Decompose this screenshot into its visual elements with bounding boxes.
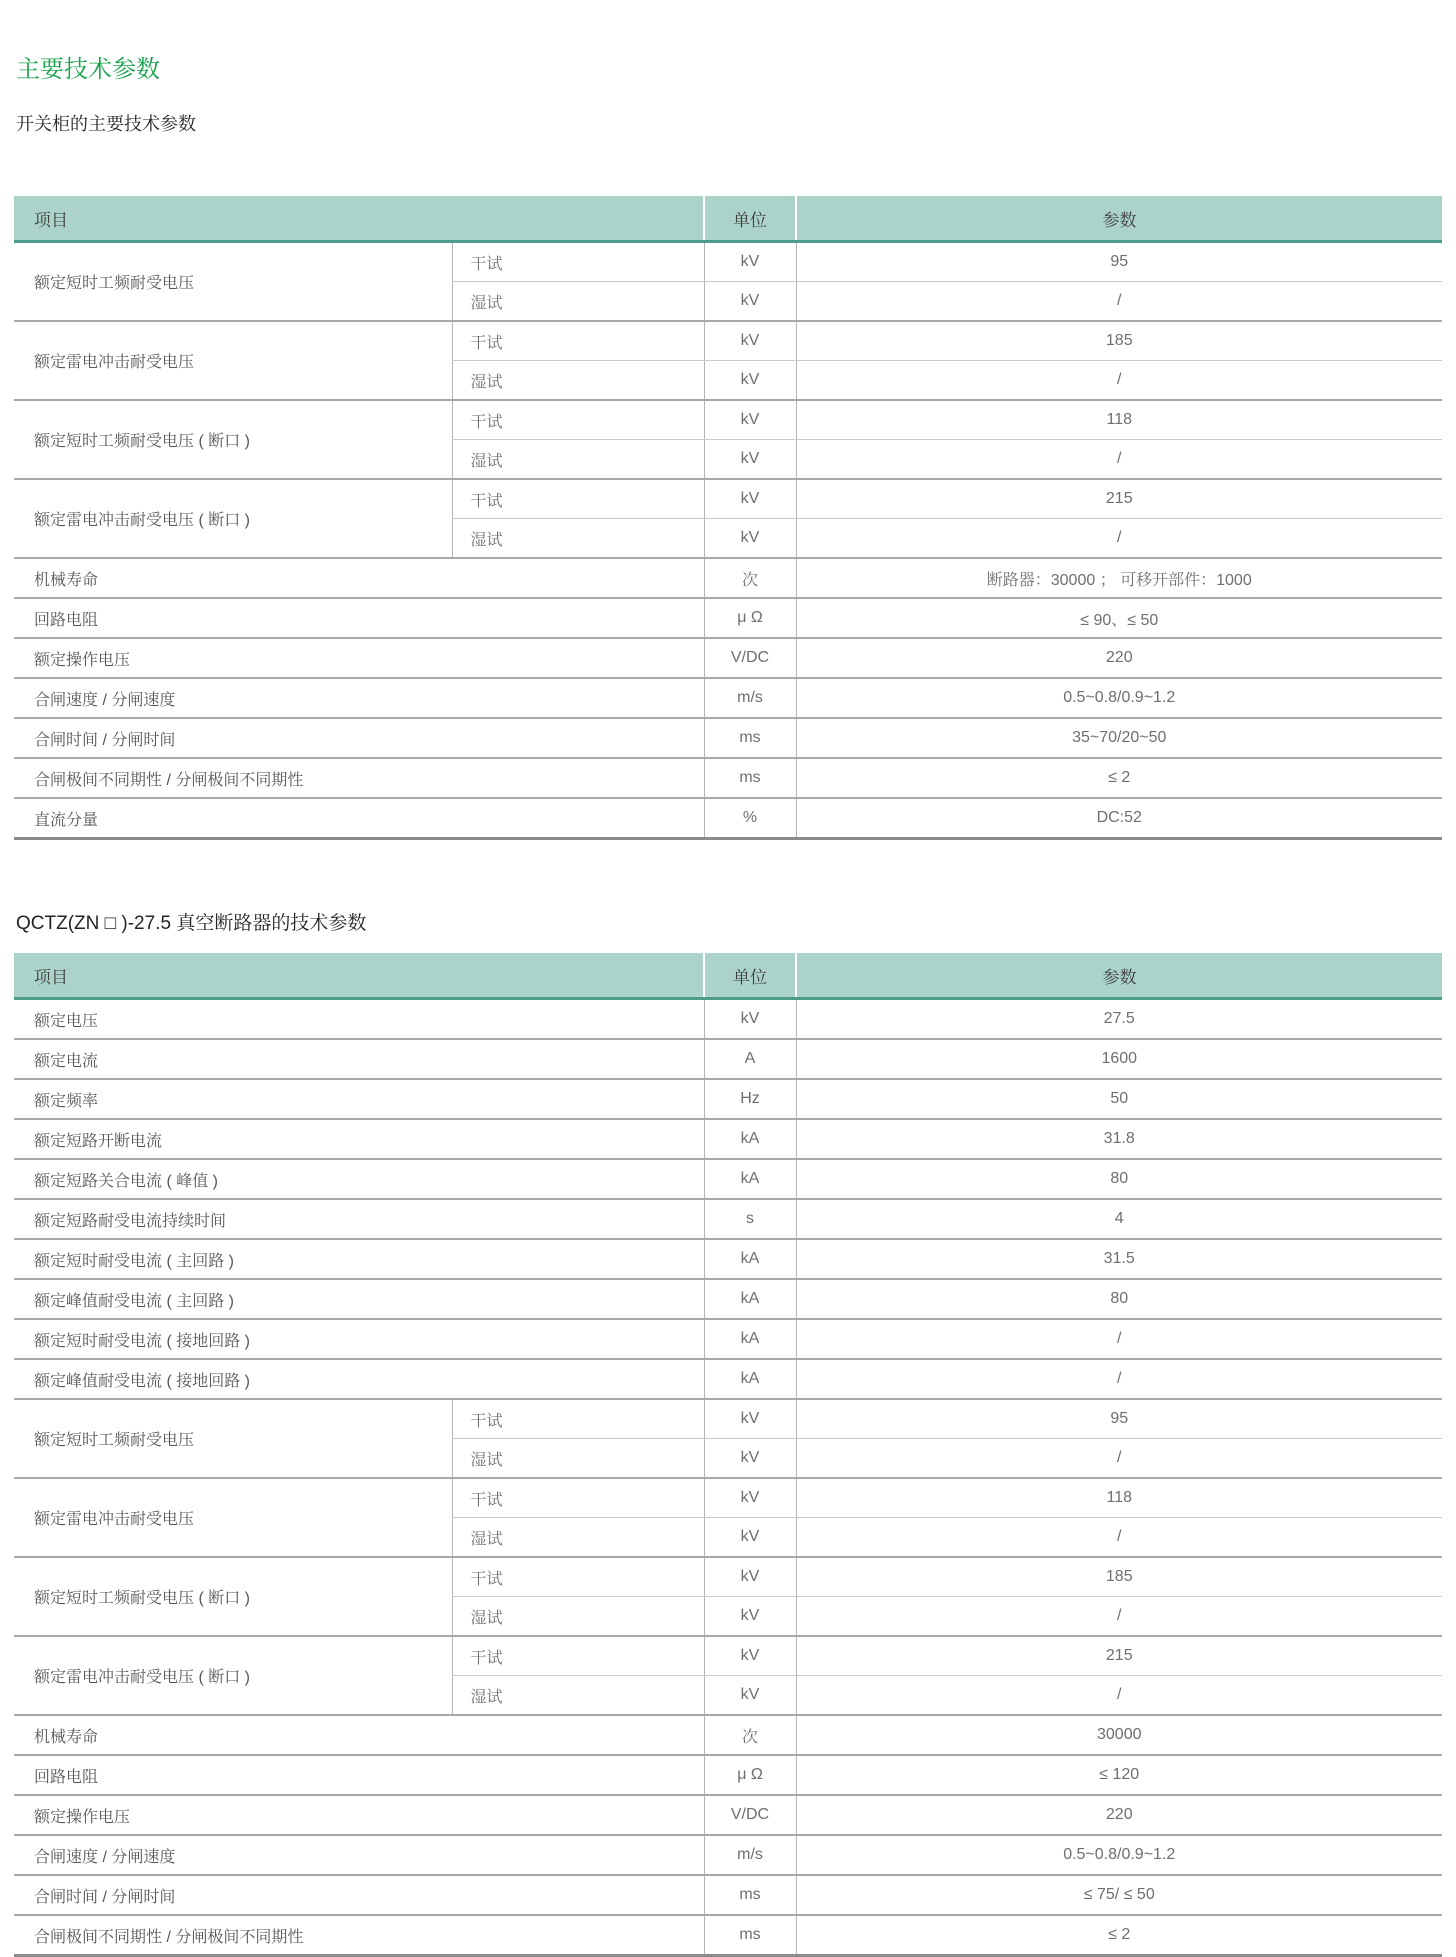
table-row xyxy=(14,1557,1442,1597)
table-row xyxy=(14,718,1442,758)
item-cell: 机械寿命 xyxy=(14,558,704,598)
unit-cell: V/DC xyxy=(704,1795,796,1835)
param-value-cell: 断路器：30000 ； 可移开部件：1000 xyxy=(796,558,1442,598)
unit-cell: kA xyxy=(704,1279,796,1319)
switchgear-table-body xyxy=(14,242,1442,839)
param-value-cell: / xyxy=(796,519,1442,559)
param-value-cell: / xyxy=(796,1676,1442,1716)
unit-cell: kV xyxy=(704,1439,796,1479)
sub-condition-cell: 干试 xyxy=(452,479,704,519)
column-header-unit: 单位 xyxy=(704,196,796,242)
item-cell: 合闸时间 / 分闸时间 xyxy=(14,1875,704,1915)
unit-cell: V/DC xyxy=(704,638,796,678)
param-value-cell: 220 xyxy=(796,1795,1442,1835)
table-row xyxy=(14,1915,1442,1956)
unit-cell: m/s xyxy=(704,678,796,718)
page-title: 主要技术参数 xyxy=(16,56,160,83)
param-value-cell: 80 xyxy=(796,1159,1442,1199)
table-row xyxy=(14,1478,1442,1518)
unit-cell: kA xyxy=(704,1239,796,1279)
sub-condition-cell: 干试 xyxy=(452,400,704,440)
param-value-cell: 95 xyxy=(796,1399,1442,1439)
unit-cell: kV xyxy=(704,1676,796,1716)
table-row xyxy=(14,1319,1442,1359)
param-value-cell: 30000 xyxy=(796,1715,1442,1755)
table-row xyxy=(14,1835,1442,1875)
unit-cell: ms xyxy=(704,718,796,758)
unit-cell: kV xyxy=(704,519,796,559)
param-value-cell: 31.8 xyxy=(796,1119,1442,1159)
unit-cell: kV xyxy=(704,440,796,480)
param-value-cell: 220 xyxy=(796,638,1442,678)
unit-cell: kV xyxy=(704,1518,796,1558)
table-row xyxy=(14,638,1442,678)
param-value-cell: 50 xyxy=(796,1079,1442,1119)
item-cell: 额定短时工频耐受电压 xyxy=(14,242,452,322)
unit-cell: kV xyxy=(704,242,796,282)
table-row xyxy=(14,242,1442,282)
unit-cell: m/s xyxy=(704,1835,796,1875)
unit-cell: kA xyxy=(704,1159,796,1199)
item-cell: 合闸速度 / 分闸速度 xyxy=(14,1835,704,1875)
sub-condition-cell: 干试 xyxy=(452,242,704,282)
item-cell: 额定短时工频耐受电压 ( 断口 ) xyxy=(14,1557,452,1636)
param-value-cell: 95 xyxy=(796,242,1442,282)
item-cell: 额定雷电冲击耐受电压 xyxy=(14,1478,452,1557)
unit-cell: 次 xyxy=(704,558,796,598)
item-cell: 合闸速度 / 分闸速度 xyxy=(14,678,704,718)
param-value-cell: 185 xyxy=(796,321,1442,361)
sub-condition-cell: 湿试 xyxy=(452,282,704,322)
param-value-cell: ≤ 2 xyxy=(796,1915,1442,1956)
param-value-cell: / xyxy=(796,1597,1442,1637)
unit-cell: ms xyxy=(704,1915,796,1956)
item-cell: 额定峰值耐受电流 ( 接地回路 ) xyxy=(14,1359,704,1399)
param-value-cell: ≤ 90、≤ 50 xyxy=(796,598,1442,638)
sub-condition-cell: 干试 xyxy=(452,1478,704,1518)
table-row xyxy=(14,1359,1442,1399)
table-row xyxy=(14,1795,1442,1835)
item-cell: 额定短时工频耐受电压 xyxy=(14,1399,452,1478)
param-value-cell: / xyxy=(796,1439,1442,1479)
item-cell: 额定雷电冲击耐受电压 ( 断口 ) xyxy=(14,1636,452,1715)
item-cell: 额定短路开断电流 xyxy=(14,1119,704,1159)
unit-cell: kV xyxy=(704,1478,796,1518)
sub-condition-cell: 干试 xyxy=(452,321,704,361)
param-value-cell: 31.5 xyxy=(796,1239,1442,1279)
item-cell: 额定短时耐受电流 ( 接地回路 ) xyxy=(14,1319,704,1359)
item-cell: 回路电阻 xyxy=(14,598,704,638)
table-row xyxy=(14,1399,1442,1439)
unit-cell: % xyxy=(704,798,796,839)
unit-cell: Hz xyxy=(704,1079,796,1119)
catalog-page xyxy=(0,54,1456,1957)
item-cell: 合闸极间不同期性 / 分闸极间不同期性 xyxy=(14,758,704,798)
unit-cell: 次 xyxy=(704,1715,796,1755)
table-row xyxy=(14,999,1442,1040)
unit-cell: s xyxy=(704,1199,796,1239)
unit-cell: kV xyxy=(704,1557,796,1597)
table-row xyxy=(14,758,1442,798)
unit-cell: kA xyxy=(704,1359,796,1399)
table-row xyxy=(14,479,1442,519)
sub-condition-cell: 湿试 xyxy=(452,361,704,401)
param-value-cell: 1600 xyxy=(796,1039,1442,1079)
unit-cell: μ Ω xyxy=(704,598,796,638)
breaker-table-body xyxy=(14,999,1442,1956)
table-row xyxy=(14,598,1442,638)
param-value-cell: 215 xyxy=(796,479,1442,519)
sub-condition-cell: 湿试 xyxy=(452,1439,704,1479)
table-row xyxy=(14,1159,1442,1199)
column-header-param: 参数 xyxy=(796,953,1442,999)
table-header-row xyxy=(14,196,1442,242)
table-row xyxy=(14,321,1442,361)
unit-cell: kV xyxy=(704,282,796,322)
unit-cell: kA xyxy=(704,1319,796,1359)
table-row xyxy=(14,1079,1442,1119)
param-value-cell: 35~70/20~50 xyxy=(796,718,1442,758)
sub-condition-cell: 湿试 xyxy=(452,1518,704,1558)
item-cell: 额定电压 xyxy=(14,999,704,1040)
unit-cell: kV xyxy=(704,321,796,361)
sub-condition-cell: 湿试 xyxy=(452,519,704,559)
unit-cell: kA xyxy=(704,1119,796,1159)
sub-condition-cell: 干试 xyxy=(452,1636,704,1676)
switchgear-params-table xyxy=(14,196,1442,840)
table-row xyxy=(14,1119,1442,1159)
item-cell: 合闸时间 / 分闸时间 xyxy=(14,718,704,758)
table-row xyxy=(14,558,1442,598)
table-row xyxy=(14,1279,1442,1319)
param-value-cell: ≤ 2 xyxy=(796,758,1442,798)
section-subtitle-switchgear: 开关柜的主要技术参数 xyxy=(16,114,196,134)
item-cell: 额定峰值耐受电流 ( 主回路 ) xyxy=(14,1279,704,1319)
item-cell: 额定短路耐受电流持续时间 xyxy=(14,1199,704,1239)
param-value-cell: / xyxy=(796,1359,1442,1399)
param-value-cell: ≤ 75/ ≤ 50 xyxy=(796,1875,1442,1915)
column-header-unit: 单位 xyxy=(704,953,796,999)
sub-condition-cell: 干试 xyxy=(452,1557,704,1597)
param-value-cell: 118 xyxy=(796,1478,1442,1518)
unit-cell: kV xyxy=(704,1597,796,1637)
item-cell: 回路电阻 xyxy=(14,1755,704,1795)
item-cell: 额定操作电压 xyxy=(14,638,704,678)
param-value-cell: / xyxy=(796,282,1442,322)
table-row xyxy=(14,678,1442,718)
item-cell: 额定频率 xyxy=(14,1079,704,1119)
param-value-cell: 4 xyxy=(796,1199,1442,1239)
table-row xyxy=(14,400,1442,440)
sub-condition-cell: 干试 xyxy=(452,1399,704,1439)
item-cell: 机械寿命 xyxy=(14,1715,704,1755)
unit-cell: kV xyxy=(704,1636,796,1676)
table-row xyxy=(14,1755,1442,1795)
unit-cell: kV xyxy=(704,361,796,401)
param-value-cell: / xyxy=(796,1319,1442,1359)
param-value-cell: 185 xyxy=(796,1557,1442,1597)
item-cell: 直流分量 xyxy=(14,798,704,839)
breaker-params-table xyxy=(14,953,1442,1957)
item-cell: 额定雷电冲击耐受电压 xyxy=(14,321,452,400)
column-header-item: 项目 xyxy=(14,196,704,242)
param-value-cell: / xyxy=(796,1518,1442,1558)
param-value-cell: 0.5~0.8/0.9~1.2 xyxy=(796,1835,1442,1875)
item-cell: 额定操作电压 xyxy=(14,1795,704,1835)
param-value-cell: / xyxy=(796,361,1442,401)
param-value-cell: 80 xyxy=(796,1279,1442,1319)
column-header-param: 参数 xyxy=(796,196,1442,242)
param-value-cell: DC:52 xyxy=(796,798,1442,839)
item-cell: 合闸极间不同期性 / 分闸极间不同期性 xyxy=(14,1915,704,1956)
table-row xyxy=(14,798,1442,839)
unit-cell: kV xyxy=(704,400,796,440)
table-row xyxy=(14,1199,1442,1239)
item-cell: 额定短路关合电流 ( 峰值 ) xyxy=(14,1159,704,1199)
param-value-cell: 215 xyxy=(796,1636,1442,1676)
table-row xyxy=(14,1039,1442,1079)
table-header-row xyxy=(14,953,1442,999)
unit-cell: μ Ω xyxy=(704,1755,796,1795)
sub-condition-cell: 湿试 xyxy=(452,1676,704,1716)
sub-condition-cell: 湿试 xyxy=(452,1597,704,1637)
unit-cell: ms xyxy=(704,758,796,798)
param-value-cell: 27.5 xyxy=(796,999,1442,1040)
unit-cell: kV xyxy=(704,999,796,1040)
unit-cell: A xyxy=(704,1039,796,1079)
item-cell: 额定雷电冲击耐受电压 ( 断口 ) xyxy=(14,479,452,558)
unit-cell: ms xyxy=(704,1875,796,1915)
table-row xyxy=(14,1715,1442,1755)
param-value-cell: ≤ 120 xyxy=(796,1755,1442,1795)
unit-cell: kV xyxy=(704,479,796,519)
param-value-cell: 118 xyxy=(796,400,1442,440)
item-cell: 额定短时工频耐受电压 ( 断口 ) xyxy=(14,400,452,479)
item-cell: 额定电流 xyxy=(14,1039,704,1079)
section-subtitle-breaker: QCTZ(ZN □ )-27.5 真空断路器的技术参数 xyxy=(16,913,367,934)
table-row xyxy=(14,1636,1442,1676)
param-value-cell: / xyxy=(796,440,1442,480)
unit-cell: kV xyxy=(704,1399,796,1439)
sub-condition-cell: 湿试 xyxy=(452,440,704,480)
table-row xyxy=(14,1875,1442,1915)
column-header-item: 项目 xyxy=(14,953,704,999)
param-value-cell: 0.5~0.8/0.9~1.2 xyxy=(796,678,1442,718)
item-cell: 额定短时耐受电流 ( 主回路 ) xyxy=(14,1239,704,1279)
table-row xyxy=(14,1239,1442,1279)
